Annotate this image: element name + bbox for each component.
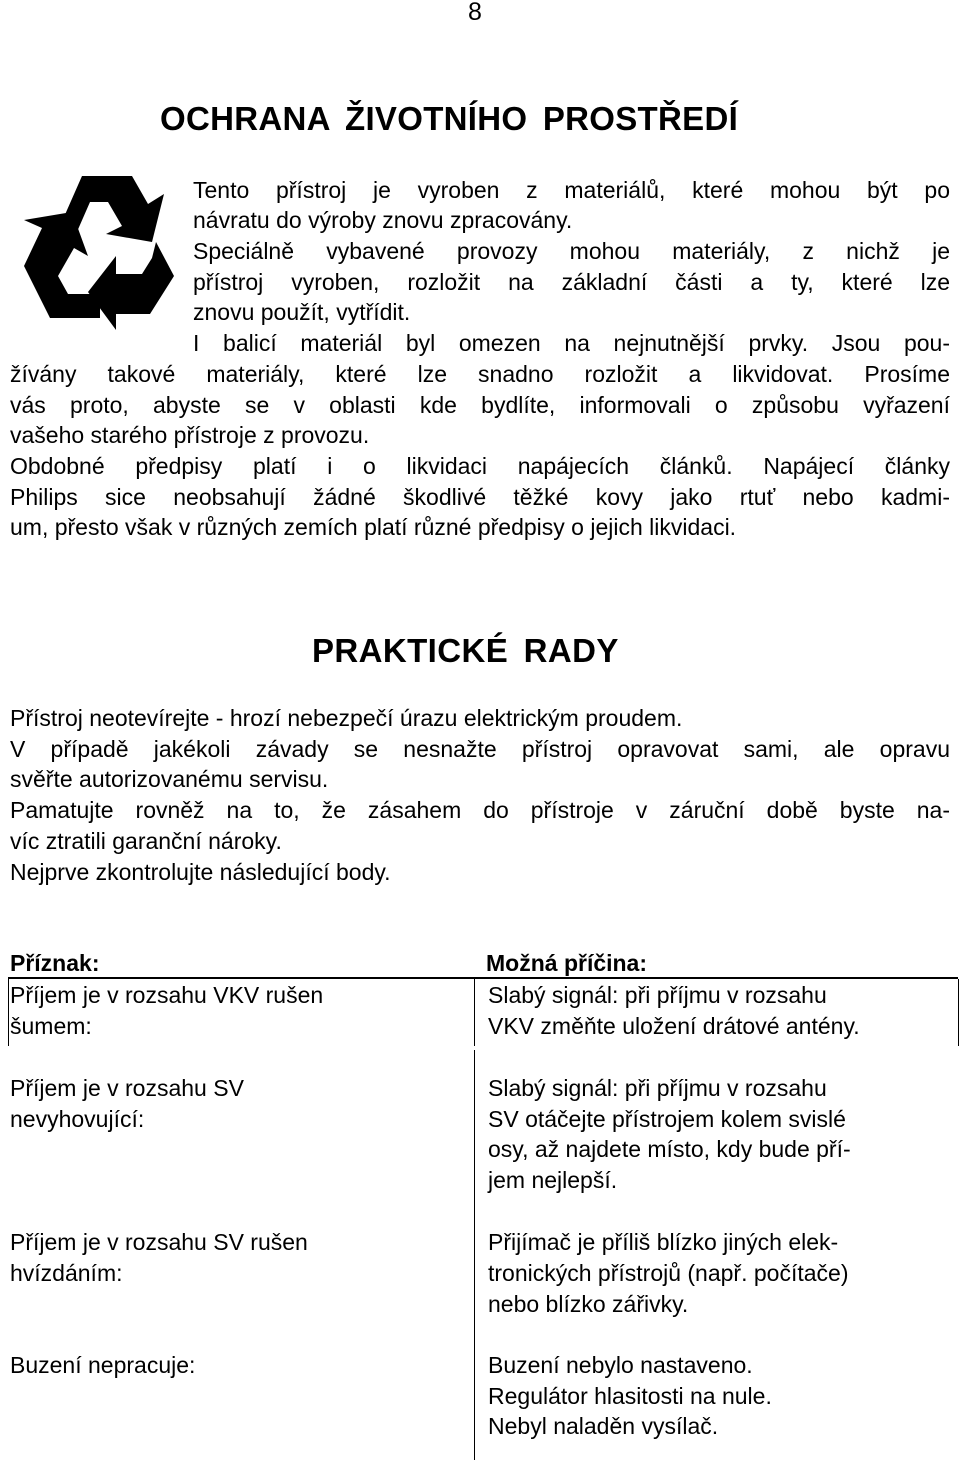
symptom-text: Příjem je v rozsahu SV (10, 1075, 244, 1101)
cause-text: Regulátor hlasitosti na nule. (488, 1383, 772, 1409)
table-header-rule (8, 977, 958, 979)
cause-text: Slabý signál: při příjmu v rozsahu (488, 1075, 827, 1101)
table-header-cause: Možná příčina: (486, 950, 648, 976)
env-text-line: um, přesto však v různých zemích platí různé předpisy o jejich likvidaci. (10, 514, 737, 540)
table-separator (958, 979, 959, 1046)
env-text-line: Philips sice neobsahují žádné škodlivé těžké kovy jako rtuť nebo kadmi- (10, 484, 950, 510)
tips-text-line: Přístroj neotevírejte - hrozí nebezpečí úrazu elektrickým proudem. (10, 705, 683, 731)
tips-text-line: V případě jakékoli závady se nesnažte přístroj opravovat sami, ale opravu (10, 736, 950, 762)
cause-text: Buzení nebylo nastaveno. (488, 1352, 753, 1378)
cause-text: SV otáčejte přístrojem kolem svislé (488, 1106, 846, 1132)
cause-text: nebo blízko zářivky. (488, 1291, 689, 1317)
table-separator (8, 979, 9, 1046)
tips-text-line: víc ztratili garanční nároky. (10, 828, 282, 854)
env-text-line: Obdobné předpisy platí i o likvidaci napájecích článků. Napájecí články (10, 453, 950, 479)
env-text-line: vás proto, abyste se v oblasti kde bydlíte, informovali o způsobu vyřazení (10, 392, 950, 418)
page-number: 8 (468, 0, 482, 26)
section-title-practical-tips: PRAKTICKÉ RADY (312, 632, 619, 669)
env-text-line: I balicí materiál byl omezen na nejnutnější prvky. Jsou pou- (193, 330, 950, 356)
table-separator (474, 1050, 475, 1460)
cause-text: Slabý signál: při příjmu v rozsahu (488, 982, 827, 1008)
cause-text: osy, až najdete místo, kdy bude pří- (488, 1136, 851, 1162)
symptom-text: nevyhovující: (10, 1106, 145, 1132)
tips-text-line: svěřte autorizovanému servisu. (10, 766, 329, 792)
env-text-line: přístroj vyroben, rozložit na základní části a ty, které lze (193, 269, 950, 295)
env-text-line: znovu použít, vytřídit. (193, 299, 411, 325)
recycle-icon (20, 168, 180, 334)
cause-text: Přijímač je příliš blízko jiných elek- (488, 1229, 839, 1255)
tips-text-line: Pamatujte rovněž na to, že zásahem do přístroje v záruční době byste na- (10, 797, 950, 823)
cause-text: jem nejlepší. (488, 1167, 618, 1193)
env-text-line: vašeho starého přístroje z provozu. (10, 422, 370, 448)
symptom-text: Buzení nepracuje: (10, 1352, 196, 1378)
section-title-environment: OCHRANA ŽIVOTNÍHO PROSTŘEDÍ (160, 100, 739, 137)
cause-text: Nebyl naladěn vysílač. (488, 1413, 719, 1439)
table-header-symptom: Příznak: (10, 950, 100, 976)
cause-text: VKV změňte uložení drátové antény. (488, 1013, 860, 1039)
symptom-text: Příjem je v rozsahu SV rušen (10, 1229, 308, 1255)
tips-text-line: Nejprve zkontrolujte následující body. (10, 859, 391, 885)
env-text-line: žívány takové materiály, které lze snadno rozložit a likvidovat. Prosíme (10, 361, 950, 387)
env-text-line: Speciálně vybavené provozy mohou materiály, z nichž je (193, 238, 950, 264)
symptom-text: šumem: (10, 1013, 92, 1039)
table-separator (474, 979, 475, 1046)
symptom-text: Příjem je v rozsahu VKV rušen (10, 982, 324, 1008)
env-text-line: Tento přístroj je vyroben z materiálů, které mohou být po (193, 177, 950, 203)
cause-text: tronických přístrojů (např. počítače) (488, 1260, 849, 1286)
env-text-line: návratu do výroby znovu zpracovány. (193, 207, 573, 233)
symptom-text: hvízdáním: (10, 1260, 123, 1286)
